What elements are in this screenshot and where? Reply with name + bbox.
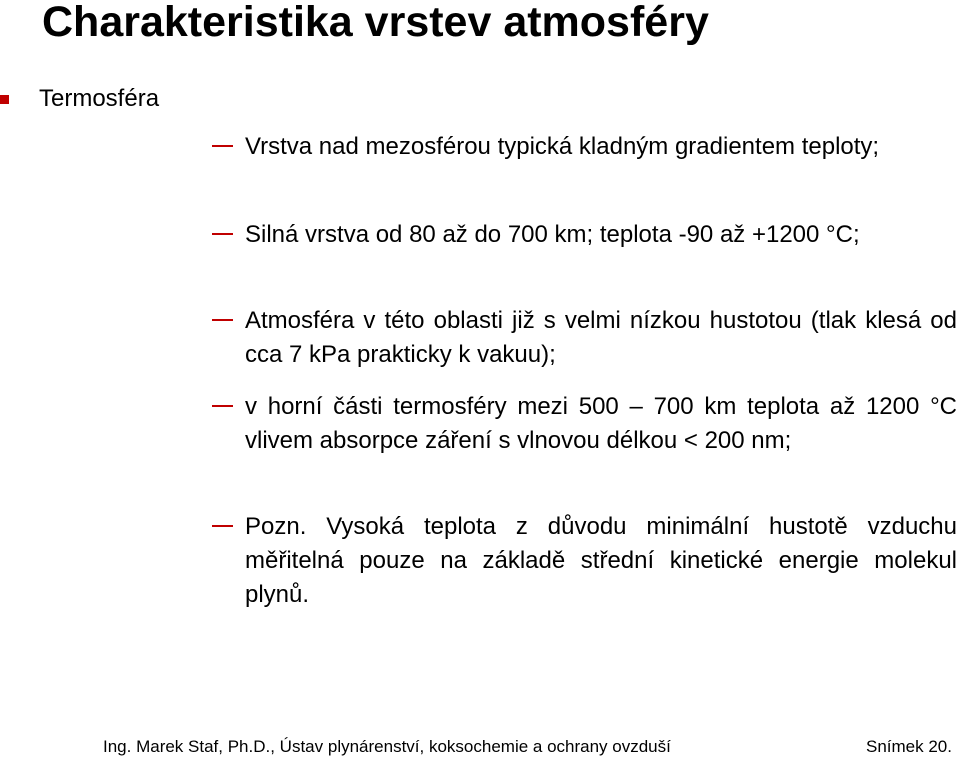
- dash-bullet-icon: [212, 525, 233, 527]
- list-item-text: Pozn. Vysoká teplota z důvodu minimální hustotě vzduchu měřitelná pouze na základě střední kinetické energie molekul plynů.: [245, 513, 957, 608]
- main-bullet-item: [0, 84, 159, 114]
- list-item-text: v horní části termosféry mezi 500 – 700 km teplota až 1200 °C vlivem absorpce záření s vlnovou délkou < 200 nm;: [245, 393, 957, 454]
- dash-bullet-icon: [212, 405, 233, 407]
- list-item-text: Vrstva nad mezosférou typická kladným gradientem teploty;: [245, 133, 880, 160]
- square-bullet-icon: [0, 95, 9, 104]
- list-item-text: Atmosféra v této oblasti již s velmi nízkou hustotou (tlak klesá od cca 7 kPa prakticky k vakuu);: [245, 307, 957, 368]
- slide-title: Charakteristika vrstev atmosféry: [42, 0, 709, 46]
- dash-bullet-icon: [212, 319, 233, 321]
- footer-author: Ing. Marek Staf, Ph.D., Ústav plynárenství, koksochemie a ochrany ovzduší: [103, 737, 671, 756]
- dash-bullet-icon: [212, 233, 233, 235]
- list-item-text: Silná vrstva od 80 až do 700 km; teplota -90 až +1200 °C;: [245, 221, 860, 248]
- main-bullet-text: Termosféra: [39, 85, 160, 112]
- slide-number: Snímek 20.: [866, 737, 952, 756]
- dash-bullet-icon: [212, 145, 233, 147]
